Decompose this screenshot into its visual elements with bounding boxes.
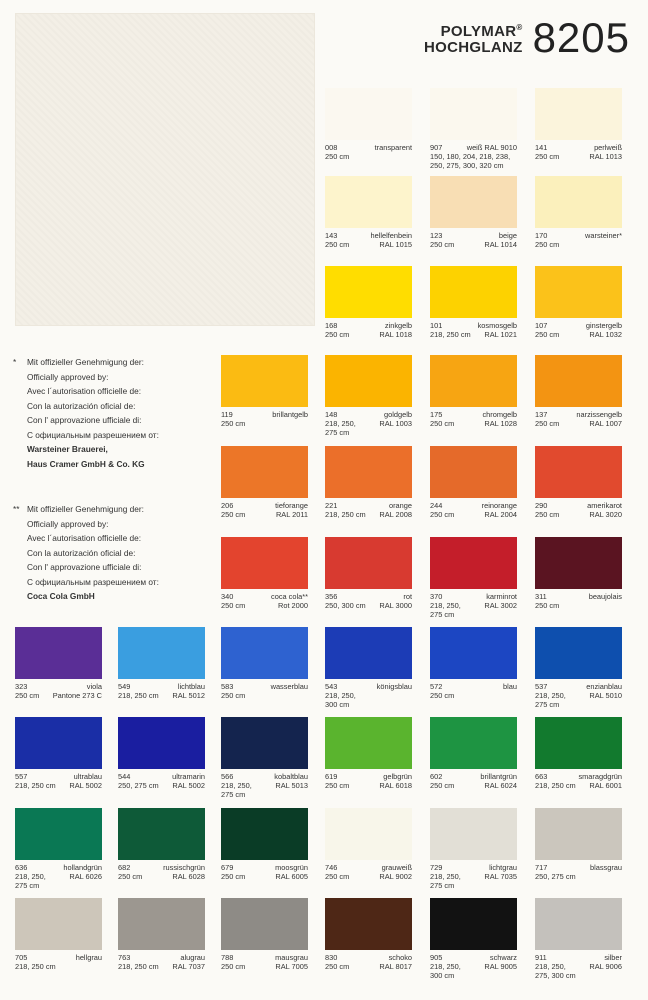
color-code: 557 (15, 772, 28, 781)
note-marker (13, 560, 27, 575)
note-marker (13, 413, 27, 428)
color-reference: RAL 1032 (589, 329, 622, 339)
roll-widths: 218, 250 cm (118, 961, 159, 971)
color-code: 746 (325, 863, 338, 872)
note-marker (13, 546, 27, 561)
color-code: 170 (535, 231, 548, 240)
color-name: wasserblau (270, 682, 308, 691)
roll-widths: 275 cm (325, 427, 350, 437)
color-reference: RAL 5002 (69, 780, 102, 790)
roll-widths: 250 cm (430, 690, 455, 700)
color-name: transparent (374, 143, 412, 152)
color-swatch (325, 717, 412, 769)
note-marker (13, 517, 27, 532)
color-reference: RAL 1013 (589, 151, 622, 161)
color-reference: RAL 3020 (589, 509, 622, 519)
color-code: 143 (325, 231, 338, 240)
color-reference: RAL 9002 (379, 871, 412, 881)
color-code: 830 (325, 953, 338, 962)
color-code: 636 (15, 863, 28, 872)
color-swatch (535, 537, 622, 589)
color-name: goldgelb (384, 410, 412, 419)
color-name: weiß RAL 9010 (466, 143, 517, 152)
note-line (13, 502, 159, 517)
color-code: 905 (430, 953, 443, 962)
note-line (13, 384, 159, 399)
color-name: hollandgrün (63, 863, 102, 872)
color-swatch (221, 537, 308, 589)
note-line (13, 575, 159, 590)
color-swatch (325, 627, 412, 679)
color-reference: Rot 2000 (278, 600, 308, 610)
color-name: karminrot (486, 592, 517, 601)
color-reference: RAL 6026 (69, 871, 102, 881)
color-swatch (535, 355, 622, 407)
note-line (13, 517, 159, 532)
color-reference: RAL 2011 (275, 509, 308, 519)
color-code: 679 (221, 863, 234, 872)
roll-widths: 250 cm (325, 961, 350, 971)
color-name: beige (498, 231, 517, 240)
color-reference: RAL 6024 (484, 780, 517, 790)
color-name: blassgrau (589, 863, 622, 872)
color-code: 911 (535, 953, 547, 962)
color-name: chromgelb (482, 410, 517, 419)
color-reference: RAL 3000 (379, 600, 412, 610)
color-swatch (221, 627, 308, 679)
color-code: 107 (535, 321, 548, 330)
color-code: 119 (221, 410, 233, 419)
color-code: 141 (535, 143, 548, 152)
approval-note-warsteiner (13, 355, 159, 471)
note-marker (13, 428, 27, 443)
roll-widths: 250 cm (535, 151, 560, 161)
color-reference: RAL 5002 (172, 780, 205, 790)
color-code: 763 (118, 953, 131, 962)
color-swatch (535, 88, 622, 140)
note-text: Con la autorización oficial de: (27, 547, 136, 558)
roll-widths: 218, 250, (535, 690, 566, 700)
product-number: 8205 (532, 14, 630, 61)
brand-line2: HOCHGLANZ (424, 39, 523, 56)
roll-widths: 250, 275 cm (118, 780, 159, 790)
color-reference: RAL 1018 (379, 329, 412, 339)
roll-widths: 218, 250, (325, 690, 356, 700)
color-code: 566 (221, 772, 234, 781)
color-reference: Pantone 273 C (52, 690, 102, 700)
roll-widths: 250 cm (535, 600, 560, 610)
color-code: 206 (221, 501, 234, 510)
color-name: königsblau (376, 682, 412, 691)
color-reference: RAL 1014 (484, 239, 517, 249)
color-reference: RAL 3002 (484, 600, 517, 610)
color-name: grauweiß (381, 863, 412, 872)
color-name: enzianblau (586, 682, 622, 691)
roll-widths: 250, 300 cm (325, 600, 366, 610)
color-name: ginstergelb (585, 321, 622, 330)
roll-widths: 250 cm (221, 600, 246, 610)
color-swatch (118, 717, 205, 769)
note-marker (13, 575, 27, 590)
note-line (13, 531, 159, 546)
color-code: 602 (430, 772, 443, 781)
color-code: 101 (430, 321, 443, 330)
color-code: 356 (325, 592, 338, 601)
roll-widths: 218, 250, (15, 871, 46, 881)
note-marker (13, 384, 27, 399)
note-marker (13, 531, 27, 546)
color-swatch (535, 808, 622, 860)
roll-widths: 218, 250 cm (535, 780, 576, 790)
color-swatch (325, 898, 412, 950)
color-reference: RAL 5010 (589, 690, 622, 700)
color-reference: RAL 8017 (379, 961, 412, 971)
color-name: brillantgrün (480, 772, 517, 781)
roll-widths: 150, 180, 204, 218, 238, (430, 151, 511, 161)
color-reference: RAL 1028 (484, 418, 517, 428)
color-code: 682 (118, 863, 131, 872)
color-swatch (430, 266, 517, 318)
note-line (13, 442, 159, 457)
color-name: silber (604, 953, 622, 962)
roll-widths: 218, 250 cm (430, 329, 471, 339)
color-name: rot (403, 592, 412, 601)
note-marker (13, 457, 27, 472)
color-swatch (535, 176, 622, 228)
color-code: 537 (535, 682, 548, 691)
color-swatch (325, 266, 412, 318)
roll-widths: 250 cm (221, 871, 246, 881)
note-line (13, 546, 159, 561)
color-code: 168 (325, 321, 338, 330)
color-reference: RAL 2004 (484, 509, 517, 519)
color-swatch (535, 627, 622, 679)
color-name: blau (503, 682, 517, 691)
note-line (13, 428, 159, 443)
color-swatch (325, 176, 412, 228)
roll-widths: 250, 275, 300, 320 cm (430, 160, 504, 170)
note-text: Officially approved by: (27, 371, 109, 382)
roll-widths: 218, 250, (430, 600, 461, 610)
color-name: tieforange (275, 501, 308, 510)
color-reference: RAL 1003 (379, 418, 412, 428)
color-swatch (118, 808, 205, 860)
brand (424, 20, 523, 56)
note-text: Haus Cramer GmbH & Co. KG (27, 458, 145, 469)
roll-widths: 218, 250 cm (15, 780, 56, 790)
color-name: kosmosgelb (477, 321, 517, 330)
color-code: 907 (430, 143, 443, 152)
color-swatch (15, 898, 102, 950)
roll-widths: 250 cm (430, 509, 455, 519)
roll-widths: 250 cm (221, 961, 246, 971)
color-name: viola (86, 682, 102, 691)
color-code: 572 (430, 682, 443, 691)
color-name: lichtblau (177, 682, 205, 691)
roll-widths: 250, 275 cm (535, 871, 576, 881)
color-name: alugrau (180, 953, 205, 962)
color-name: schwarz (489, 953, 517, 962)
color-code: 175 (430, 410, 443, 419)
color-name: brillantgelb (272, 410, 308, 419)
color-swatch (118, 898, 205, 950)
color-swatch (535, 446, 622, 498)
note-text: Con l' approvazione ufficiale di: (27, 562, 142, 572)
roll-widths: 275 cm (221, 789, 246, 799)
color-code: 148 (325, 410, 338, 419)
approval-note-coca-cola (13, 502, 159, 604)
roll-widths: 300 cm (325, 699, 350, 709)
color-code: 340 (221, 592, 234, 601)
color-code: 705 (15, 953, 28, 962)
color-reference: RAL 6005 (275, 871, 308, 881)
note-text: Warsteiner Brauerei, (27, 444, 108, 454)
note-marker (13, 399, 27, 414)
roll-widths: 218, 250, (221, 780, 252, 790)
roll-widths: 250 cm (535, 239, 560, 249)
color-name: hellgrau (75, 953, 102, 962)
color-swatch (535, 717, 622, 769)
note-line (13, 457, 159, 472)
roll-widths: 300 cm (430, 970, 455, 980)
roll-widths: 218, 250, (325, 418, 356, 428)
color-name: coca cola** (271, 592, 308, 601)
note-text: Officially approved by: (27, 518, 109, 529)
roll-widths: 275 cm (430, 880, 455, 890)
color-name: kobaltblau (274, 772, 308, 781)
color-name: hellelfenbein (370, 231, 412, 240)
color-code: 137 (535, 410, 548, 419)
color-swatch (535, 898, 622, 950)
roll-widths: 218, 250, (535, 961, 566, 971)
color-reference: RAL 1007 (589, 418, 622, 428)
note-marker: * (13, 357, 17, 367)
note-marker (13, 589, 27, 604)
color-code: 717 (535, 863, 548, 872)
color-swatch (325, 446, 412, 498)
color-code: 788 (221, 953, 234, 962)
note-line (13, 399, 159, 414)
roll-widths: 218, 250, (430, 871, 461, 881)
color-swatch (430, 717, 517, 769)
color-code: 221 (325, 501, 338, 510)
color-code: 583 (221, 682, 234, 691)
color-swatch (325, 808, 412, 860)
roll-widths: 250 cm (535, 509, 560, 519)
color-code: 123 (430, 231, 443, 240)
color-code: 311 (535, 592, 547, 601)
roll-widths: 275 cm (535, 699, 560, 709)
color-code: 543 (325, 682, 338, 691)
note-line (13, 589, 159, 604)
color-swatch (325, 355, 412, 407)
color-name: perlweiß (594, 143, 622, 152)
roll-widths: 250 cm (325, 329, 350, 339)
color-swatch (430, 808, 517, 860)
color-swatch (15, 808, 102, 860)
color-name: zinkgelb (384, 321, 412, 330)
roll-widths: 218, 250 cm (325, 509, 366, 519)
color-name: schoko (388, 953, 412, 962)
color-name: moosgrün (275, 863, 308, 872)
color-reference: RAL 9006 (589, 961, 622, 971)
color-reference: RAL 2008 (379, 509, 412, 519)
color-swatch (430, 446, 517, 498)
roll-widths: 250 cm (430, 418, 455, 428)
roll-widths: 275 cm (430, 609, 455, 619)
material-sample (15, 13, 315, 326)
color-reference: RAL 5013 (275, 780, 308, 790)
color-name: russischgrün (163, 863, 205, 872)
color-swatch (430, 355, 517, 407)
roll-widths: 250 cm (430, 239, 455, 249)
color-reference: RAL 6001 (589, 780, 622, 790)
brand-line1: POLYMAR (440, 23, 517, 40)
note-line (13, 355, 159, 370)
roll-widths: 250 cm (325, 151, 350, 161)
color-name: gelbgrün (383, 772, 412, 781)
note-text: Coca Cola GmbH (27, 591, 95, 601)
note-text: Mit offizieller Genehmigung der: (27, 504, 144, 514)
color-reference: RAL 7035 (484, 871, 517, 881)
color-reference: RAL 6028 (172, 871, 205, 881)
roll-widths: 275 cm (15, 880, 40, 890)
roll-widths: 218, 250 cm (118, 690, 159, 700)
roll-widths: 250 cm (221, 509, 246, 519)
color-name: orange (388, 501, 412, 510)
color-swatch (430, 88, 517, 140)
roll-widths: 218, 250 cm (15, 961, 56, 971)
roll-widths: 250 cm (118, 871, 143, 881)
roll-widths: 250 cm (325, 871, 350, 881)
color-swatch (221, 717, 308, 769)
color-swatch (430, 627, 517, 679)
color-code: 008 (325, 143, 338, 152)
registered-mark: ® (516, 23, 523, 32)
color-reference: RAL 9005 (484, 961, 517, 971)
note-text: С официальным разрешением от: (27, 576, 159, 587)
note-text: С официальным разрешением от: (27, 429, 159, 440)
note-text: Mit offizieller Genehmigung der: (27, 357, 144, 367)
note-marker (13, 370, 27, 385)
color-code: 619 (325, 772, 338, 781)
color-reference: RAL 5012 (172, 690, 205, 700)
color-swatch (430, 176, 517, 228)
color-swatch (221, 355, 308, 407)
color-code: 323 (15, 682, 28, 691)
color-swatch (118, 627, 205, 679)
note-line (13, 413, 159, 428)
roll-widths: 250 cm (535, 418, 560, 428)
note-line (13, 370, 159, 385)
color-code: 663 (535, 772, 548, 781)
color-code: 549 (118, 682, 131, 691)
color-swatch (221, 898, 308, 950)
color-name: ultramarin (172, 772, 205, 781)
color-name: ultrablau (73, 772, 102, 781)
header (424, 14, 630, 62)
note-text: Con la autorización oficial de: (27, 400, 136, 411)
color-name: lichtgrau (489, 863, 517, 872)
color-reference: RAL 1021 (484, 329, 517, 339)
note-text: Avec l´autorisation officielle de: (27, 386, 142, 396)
color-swatch (221, 446, 308, 498)
note-line (13, 560, 159, 575)
color-swatch (325, 537, 412, 589)
color-swatch (15, 717, 102, 769)
color-swatch (325, 88, 412, 140)
color-code: 370 (430, 592, 443, 601)
color-code: 544 (118, 772, 131, 781)
roll-widths: 275, 300 cm (535, 970, 576, 980)
roll-widths: 250 cm (430, 780, 455, 790)
color-swatch (535, 266, 622, 318)
color-reference: RAL 1015 (379, 239, 412, 249)
roll-widths: 250 cm (325, 239, 350, 249)
color-name: mausgrau (275, 953, 308, 962)
color-name: smaragdgrün (578, 772, 622, 781)
roll-widths: 250 cm (15, 690, 40, 700)
note-marker (13, 442, 27, 457)
roll-widths: 250 cm (221, 418, 246, 428)
color-name: beaujolais (588, 592, 622, 601)
note-text: Con l' approvazione ufficiale di: (27, 415, 142, 425)
color-name: warsteiner* (585, 231, 622, 240)
color-reference: RAL 7037 (172, 961, 205, 971)
color-swatch (221, 808, 308, 860)
color-swatch (430, 898, 517, 950)
color-code: 729 (430, 863, 443, 872)
roll-widths: 218, 250, (430, 961, 461, 971)
note-marker: ** (13, 504, 20, 514)
color-name: narzissengelb (576, 410, 622, 419)
note-text: Avec l´autorisation officielle de: (27, 533, 142, 543)
roll-widths: 250 cm (325, 780, 350, 790)
color-swatch (430, 537, 517, 589)
color-code: 290 (535, 501, 548, 510)
color-reference: RAL 6018 (379, 780, 412, 790)
color-name: reinorange (481, 501, 517, 510)
roll-widths: 250 cm (221, 690, 246, 700)
color-code: 244 (430, 501, 443, 510)
roll-widths: 250 cm (535, 329, 560, 339)
color-swatch (15, 627, 102, 679)
color-reference: RAL 7005 (275, 961, 308, 971)
color-name: amerikarot (587, 501, 622, 510)
